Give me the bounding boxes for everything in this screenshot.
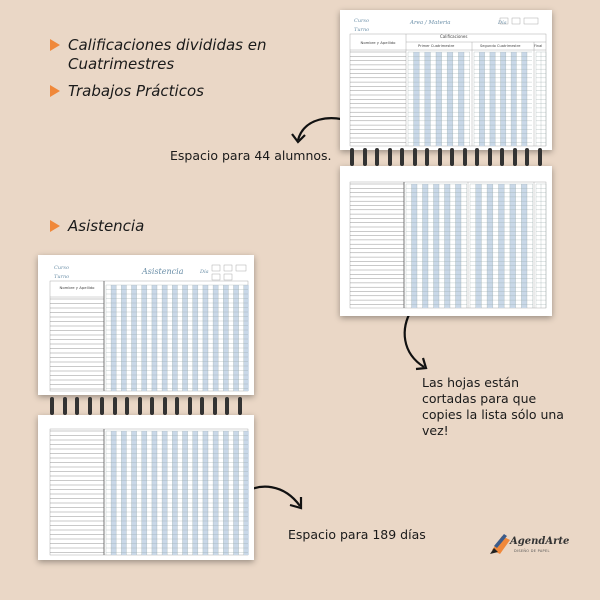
note-students: Espacio para 44 alumnos.: [170, 148, 332, 163]
feature-grades-label: Calificaciones divididas en Cuatrimestres: [68, 36, 267, 73]
arrow-bullet-icon: [50, 220, 60, 232]
feature-attendance-label: Asistencia: [68, 217, 145, 235]
feature-practical-work-label: Trabajos Prácticos: [68, 82, 204, 100]
spiral-binding: [346, 148, 546, 166]
attendance-page-bottom: [38, 415, 254, 560]
att-course-label: Curso: [54, 265, 70, 271]
grades-grid-bottom: [340, 166, 552, 316]
date-label: Día: [498, 20, 507, 26]
grades-page-top: [340, 10, 552, 150]
feature-attendance: [50, 217, 144, 236]
feature-grades: [50, 36, 278, 74]
name-header: Nombre y Apellido: [360, 40, 396, 45]
note-cut-sheets: Las hojas están cortadas para que copies la lista sólo una vez!: [422, 375, 564, 438]
att-name-header: Nombre y Apellido: [59, 285, 95, 290]
arrow-bullet-icon: [50, 39, 60, 51]
shift-label: Turno: [354, 27, 370, 33]
brand-logo: [490, 532, 570, 562]
grades-grid-top: [340, 10, 552, 150]
attendance-page-top: [38, 255, 254, 395]
brand-tagline: DISEÑO DE PAPEL: [514, 549, 550, 553]
subject-label: Area / Materia: [410, 20, 451, 26]
final-header: Final: [534, 44, 543, 48]
arrow-bullet-icon: [50, 85, 60, 97]
att-title: Asistencia: [142, 267, 184, 276]
feature-practical-work: [50, 82, 204, 101]
course-label: Curso: [354, 18, 370, 24]
att-shift-label: Turno: [54, 274, 70, 280]
grades-page-bottom: [340, 166, 552, 316]
term1-header: Primer Cuatrimestre: [418, 44, 455, 48]
att-date-label: Día: [200, 269, 209, 275]
attendance-grid-top: [38, 255, 254, 395]
attendance-grid-bottom: [38, 415, 254, 560]
term2-header: Segundo Cuatrimestre: [480, 44, 521, 48]
grades-header: Calificaciones: [440, 34, 468, 39]
brand-pencil-icon: [490, 532, 512, 554]
note-days: Espacio para 189 días: [288, 527, 426, 542]
brand-name: AgendArte: [510, 536, 570, 547]
spiral-binding: [46, 397, 246, 415]
